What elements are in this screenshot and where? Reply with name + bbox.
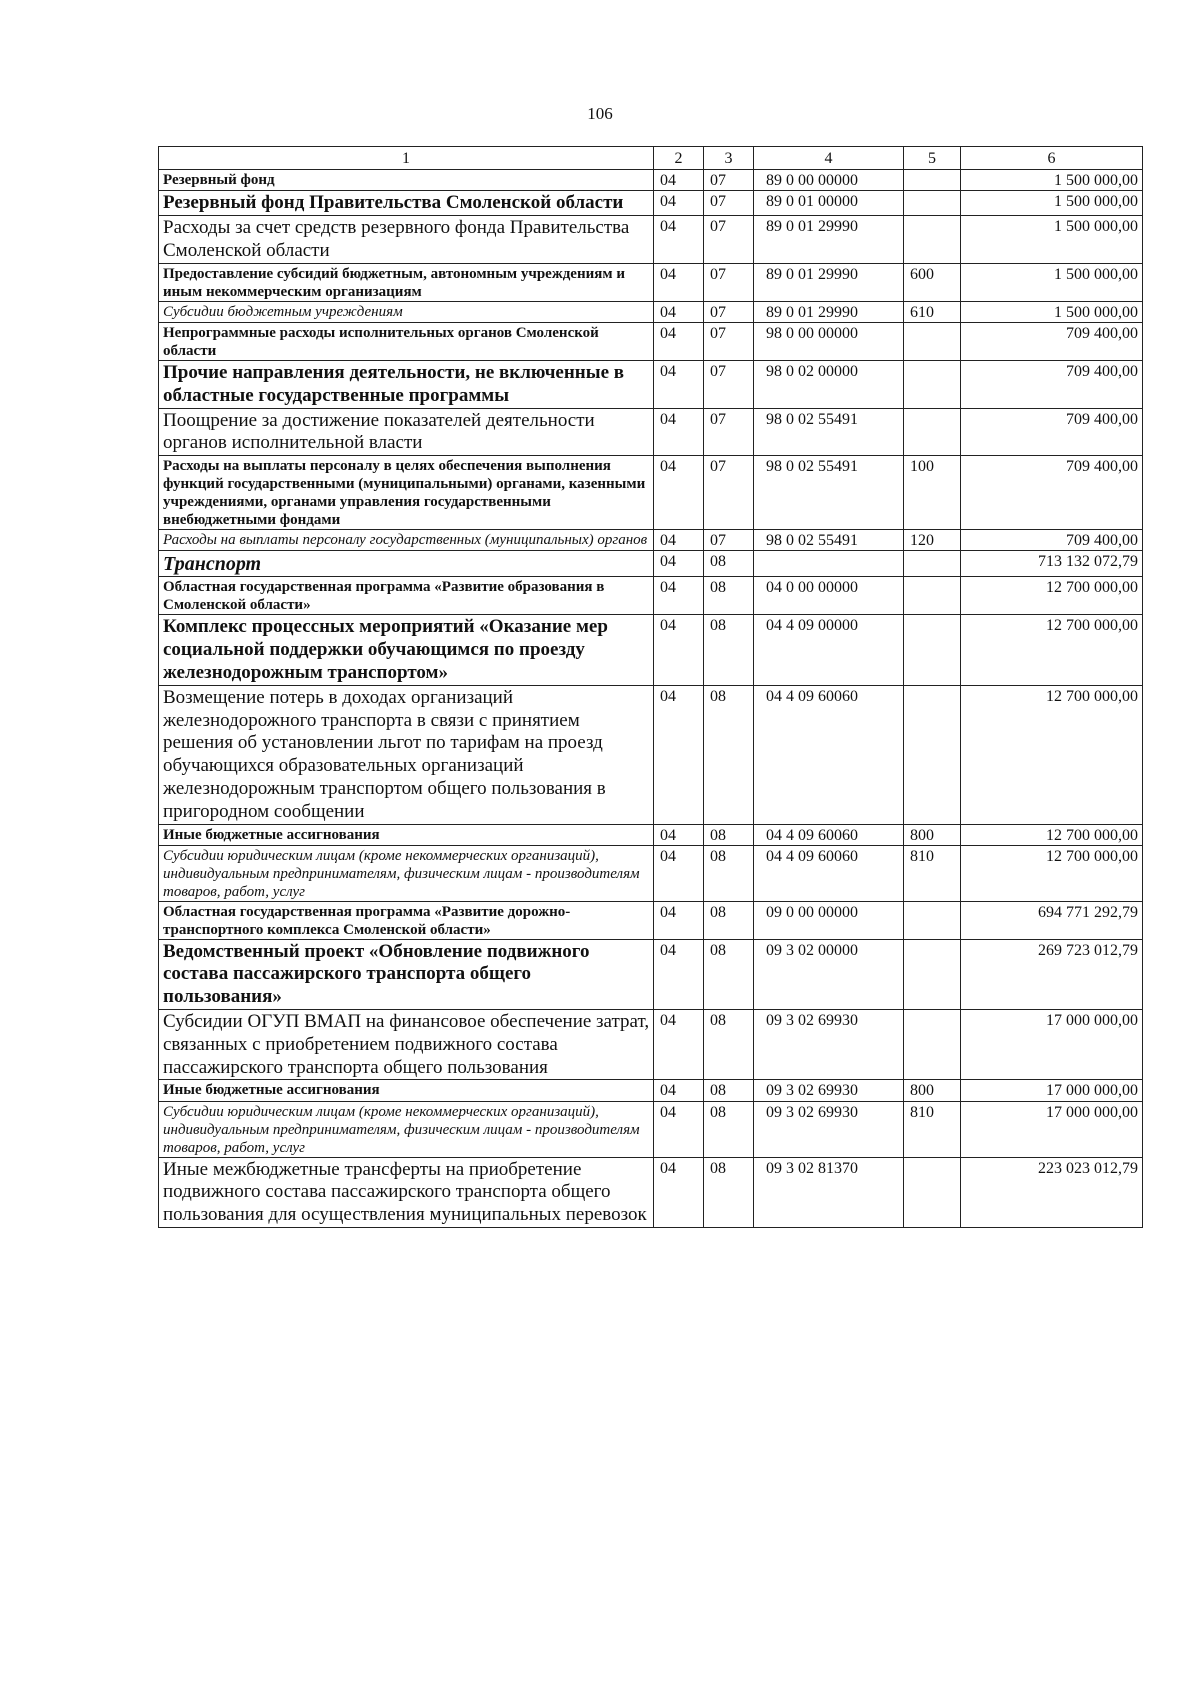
row-expense-type-cell (904, 408, 961, 456)
row-expense-type-cell (904, 577, 961, 615)
row-amount-cell: 1 500 000,00 (961, 191, 1143, 216)
row-expense-type-cell: 800 (904, 1080, 961, 1101)
row-section-cell: 04 (654, 530, 704, 551)
row-amount-cell: 12 700 000,00 (961, 824, 1143, 845)
header-col-6: 6 (961, 147, 1143, 170)
header-col-1: 1 (159, 147, 654, 170)
row-expense-type-cell (904, 615, 961, 685)
table-row (159, 939, 1143, 1009)
row-expense-type-cell (904, 939, 961, 1009)
row-target-article-cell: 09 3 02 69930 (754, 1010, 904, 1080)
row-subsection-cell: 07 (704, 301, 754, 322)
row-name-cell: Прочие направления деятельности, не включенные в областные государственные программы (159, 360, 654, 408)
row-target-article-cell: 04 4 09 60060 (754, 685, 904, 824)
row-name-cell: Комплекс процессных мероприятий «Оказание мер социальной поддержки обучающимся по проезду железнодорожным транспортом» (159, 615, 654, 685)
row-section-cell: 04 (654, 901, 704, 939)
table-row (159, 170, 1143, 191)
table-row (159, 1157, 1143, 1227)
table-row (159, 456, 1143, 530)
row-section-cell: 04 (654, 1101, 704, 1157)
row-target-article-cell: 04 4 09 00000 (754, 615, 904, 685)
row-target-article-cell: 98 0 02 00000 (754, 360, 904, 408)
row-target-article-cell: 89 0 01 29990 (754, 263, 904, 301)
row-section-cell: 04 (654, 263, 704, 301)
table-row (159, 360, 1143, 408)
row-subsection-cell: 08 (704, 939, 754, 1009)
row-expense-type-cell (904, 685, 961, 824)
table-row (159, 216, 1143, 264)
table-row (159, 530, 1143, 551)
row-subsection-cell: 08 (704, 615, 754, 685)
row-name-cell: Возмещение потерь в доходах организаций железнодорожного транспорта в связи с принятием решения об установлении льгот по тарифам на проезд обучающихся образовательных организаций железнодорожным транспортом общего пользования в пригородном сообщении (159, 685, 654, 824)
row-amount-cell: 269 723 012,79 (961, 939, 1143, 1009)
row-target-article-cell: 98 0 02 55491 (754, 530, 904, 551)
row-subsection-cell: 08 (704, 1101, 754, 1157)
row-section-cell: 04 (654, 615, 704, 685)
row-amount-cell: 709 400,00 (961, 456, 1143, 530)
row-subsection-cell: 08 (704, 901, 754, 939)
table-row (159, 263, 1143, 301)
row-target-article-cell: 04 0 00 00000 (754, 577, 904, 615)
row-name-cell: Резервный фонд (159, 170, 654, 191)
row-amount-cell: 709 400,00 (961, 408, 1143, 456)
row-section-cell: 04 (654, 456, 704, 530)
row-amount-cell: 12 700 000,00 (961, 615, 1143, 685)
table-row (159, 901, 1143, 939)
table-row (159, 408, 1143, 456)
row-amount-cell: 1 500 000,00 (961, 301, 1143, 322)
row-target-article-cell: 09 3 02 00000 (754, 939, 904, 1009)
table-row (159, 1010, 1143, 1080)
row-section-cell: 04 (654, 1080, 704, 1101)
row-section-cell: 04 (654, 824, 704, 845)
table-row (159, 301, 1143, 322)
row-subsection-cell: 07 (704, 170, 754, 191)
row-section-cell: 04 (654, 1157, 704, 1227)
table-row (159, 1101, 1143, 1157)
row-amount-cell: 12 700 000,00 (961, 685, 1143, 824)
row-expense-type-cell (904, 170, 961, 191)
row-expense-type-cell (904, 360, 961, 408)
row-amount-cell: 1 500 000,00 (961, 263, 1143, 301)
row-amount-cell: 12 700 000,00 (961, 845, 1143, 901)
table-row (159, 551, 1143, 577)
row-name-cell: Резервный фонд Правительства Смоленской области (159, 191, 654, 216)
row-target-article-cell: 89 0 01 00000 (754, 191, 904, 216)
row-expense-type-cell (904, 191, 961, 216)
row-section-cell: 04 (654, 360, 704, 408)
row-name-cell: Расходы на выплаты персоналу государственных (муниципальных) органов (159, 530, 654, 551)
row-expense-type-cell: 120 (904, 530, 961, 551)
row-target-article-cell: 89 0 00 00000 (754, 170, 904, 191)
row-target-article-cell: 98 0 02 55491 (754, 456, 904, 530)
row-expense-type-cell (904, 1010, 961, 1080)
row-name-cell: Расходы за счет средств резервного фонда Правительства Смоленской области (159, 216, 654, 264)
row-subsection-cell: 08 (704, 1010, 754, 1080)
page-number: 106 (587, 104, 613, 123)
row-name-cell: Областная государственная программа «Развитие образования в Смоленской области» (159, 577, 654, 615)
row-section-cell: 04 (654, 322, 704, 360)
row-section-cell: 04 (654, 551, 704, 577)
row-subsection-cell: 08 (704, 824, 754, 845)
row-target-article-cell: 98 0 02 55491 (754, 408, 904, 456)
table-row (159, 824, 1143, 845)
row-subsection-cell: 08 (704, 685, 754, 824)
row-subsection-cell: 07 (704, 530, 754, 551)
budget-table (158, 146, 1143, 1228)
row-amount-cell: 1 500 000,00 (961, 170, 1143, 191)
row-subsection-cell: 07 (704, 263, 754, 301)
row-name-cell: Расходы на выплаты персоналу в целях обеспечения выполнения функций государственными (муниципальными) органами, казенными учреждениями, органами управления государственными внебюджетными фондами (159, 456, 654, 530)
row-section-cell: 04 (654, 685, 704, 824)
row-subsection-cell: 08 (704, 551, 754, 577)
row-section-cell: 04 (654, 577, 704, 615)
row-subsection-cell: 08 (704, 1080, 754, 1101)
row-expense-type-cell: 610 (904, 301, 961, 322)
row-expense-type-cell (904, 322, 961, 360)
row-name-cell: Субсидии юридическим лицам (кроме некоммерческих организаций), индивидуальным предпринимателям, физическим лицам - производителям товаров, работ, услуг (159, 845, 654, 901)
row-amount-cell: 17 000 000,00 (961, 1010, 1143, 1080)
row-subsection-cell: 07 (704, 216, 754, 264)
row-target-article-cell: 98 0 00 00000 (754, 322, 904, 360)
table-row (159, 845, 1143, 901)
row-name-cell: Иные бюджетные ассигнования (159, 1080, 654, 1101)
row-section-cell: 04 (654, 170, 704, 191)
row-target-article-cell (754, 551, 904, 577)
table-body (159, 170, 1143, 1228)
table-row (159, 685, 1143, 824)
table-row (159, 615, 1143, 685)
row-section-cell: 04 (654, 939, 704, 1009)
row-expense-type-cell: 100 (904, 456, 961, 530)
row-name-cell: Субсидии юридическим лицам (кроме некоммерческих организаций), индивидуальным предпринимателям, физическим лицам - производителям товаров, работ, услуг (159, 1101, 654, 1157)
row-name-cell: Субсидии бюджетным учреждениям (159, 301, 654, 322)
row-name-cell: Иные бюджетные ассигнования (159, 824, 654, 845)
row-name-cell: Поощрение за достижение показателей деятельности органов исполнительной власти (159, 408, 654, 456)
row-subsection-cell: 07 (704, 360, 754, 408)
row-target-article-cell: 09 0 00 00000 (754, 901, 904, 939)
row-amount-cell: 709 400,00 (961, 322, 1143, 360)
row-amount-cell: 1 500 000,00 (961, 216, 1143, 264)
row-target-article-cell: 09 3 02 81370 (754, 1157, 904, 1227)
row-name-cell: Предоставление субсидий бюджетным, автономным учреждениям и иным некоммерческим организациям (159, 263, 654, 301)
row-amount-cell: 17 000 000,00 (961, 1101, 1143, 1157)
row-amount-cell: 223 023 012,79 (961, 1157, 1143, 1227)
row-section-cell: 04 (654, 301, 704, 322)
header-col-4: 4 (754, 147, 904, 170)
row-amount-cell: 709 400,00 (961, 530, 1143, 551)
row-name-cell: Иные межбюджетные трансферты на приобретение подвижного состава пассажирского транспорта общего пользования для осуществления муниципальных перевозок (159, 1157, 654, 1227)
row-name-cell: Непрограммные расходы исполнительных органов Смоленской области (159, 322, 654, 360)
row-amount-cell: 12 700 000,00 (961, 577, 1143, 615)
row-section-cell: 04 (654, 408, 704, 456)
row-name-cell: Субсидии ОГУП ВМАП на финансовое обеспечение затрат, связанных с приобретением подвижного состава пассажирского транспорта общего пользования (159, 1010, 654, 1080)
row-target-article-cell: 04 4 09 60060 (754, 824, 904, 845)
table-row (159, 322, 1143, 360)
table-row (159, 1080, 1143, 1101)
row-section-cell: 04 (654, 191, 704, 216)
row-expense-type-cell (904, 1157, 961, 1227)
row-subsection-cell: 08 (704, 1157, 754, 1227)
row-amount-cell: 713 132 072,79 (961, 551, 1143, 577)
row-section-cell: 04 (654, 845, 704, 901)
table-row (159, 577, 1143, 615)
table-header-row (159, 147, 1143, 170)
row-expense-type-cell: 810 (904, 845, 961, 901)
row-section-cell: 04 (654, 1010, 704, 1080)
row-subsection-cell: 07 (704, 456, 754, 530)
row-name-cell: Ведомственный проект «Обновление подвижного состава пассажирского транспорта общего пользования» (159, 939, 654, 1009)
header-col-5: 5 (904, 147, 961, 170)
row-expense-type-cell: 600 (904, 263, 961, 301)
header-col-2: 2 (654, 147, 704, 170)
row-amount-cell: 17 000 000,00 (961, 1080, 1143, 1101)
row-expense-type-cell (904, 216, 961, 264)
row-target-article-cell: 09 3 02 69930 (754, 1080, 904, 1101)
row-target-article-cell: 89 0 01 29990 (754, 301, 904, 322)
row-section-cell: 04 (654, 216, 704, 264)
row-target-article-cell: 04 4 09 60060 (754, 845, 904, 901)
row-amount-cell: 709 400,00 (961, 360, 1143, 408)
row-name-cell: Транспорт (159, 551, 654, 577)
row-expense-type-cell (904, 901, 961, 939)
row-expense-type-cell: 800 (904, 824, 961, 845)
header-col-3: 3 (704, 147, 754, 170)
row-subsection-cell: 08 (704, 577, 754, 615)
table-row (159, 191, 1143, 216)
row-subsection-cell: 08 (704, 845, 754, 901)
row-amount-cell: 694 771 292,79 (961, 901, 1143, 939)
row-expense-type-cell: 810 (904, 1101, 961, 1157)
row-expense-type-cell (904, 551, 961, 577)
row-subsection-cell: 07 (704, 191, 754, 216)
row-target-article-cell: 09 3 02 69930 (754, 1101, 904, 1157)
row-name-cell: Областная государственная программа «Развитие дорожно-транспортного комплекса Смоленской области» (159, 901, 654, 939)
row-subsection-cell: 07 (704, 408, 754, 456)
row-subsection-cell: 07 (704, 322, 754, 360)
row-target-article-cell: 89 0 01 29990 (754, 216, 904, 264)
